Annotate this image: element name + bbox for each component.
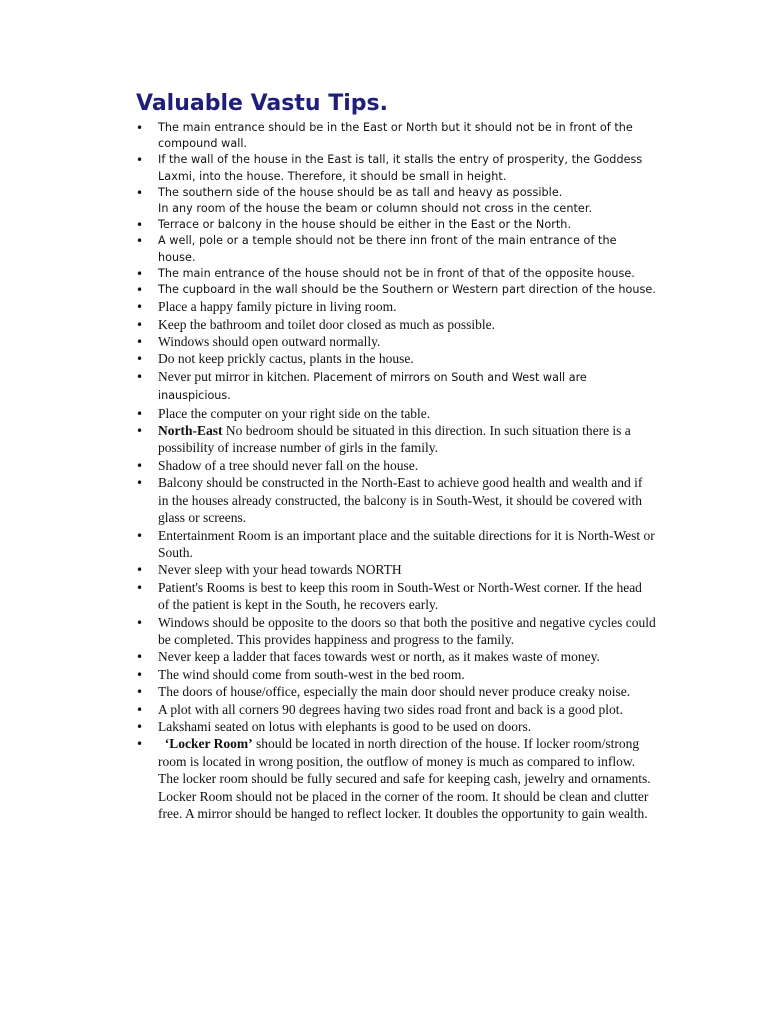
- list-item: [136, 233, 656, 265]
- list-item: [136, 614, 656, 649]
- tip-text: Never sleep with your head towards NORTH: [158, 562, 402, 578]
- tip-text: should be located in north direction of the house. If locker room/strong room is located in wrong position, the outflow of money is much as compared to inflow. The locker room should be fully secured and safe for keeping cash, jewelry and ornaments. Locker Room should not be placed in the corner of the room. It should be clean and clutter free. A mirror should be hanged to reflect locker. It doubles the opportunity to gain wealth.: [158, 736, 651, 822]
- document-page: [136, 90, 656, 822]
- tip-text: Never put mirror in kitchen.: [158, 368, 310, 384]
- list-item: [136, 266, 656, 282]
- tip-text: Balcony should be constructed in the North-East to achieve good health and wealth and if in the houses already constructed, the balcony is in South-West, it should be covered with glass or screens.: [158, 475, 643, 526]
- tip-text: No bedroom should be situated in this direction. In such situation there is a possibility of increase number of girls in the family.: [158, 423, 631, 456]
- list-item: [136, 298, 656, 315]
- tip-text: The cupboard in the wall should be the Southern or Western part direction of the house.: [158, 283, 656, 297]
- list-item: [136, 185, 656, 217]
- list-item: [136, 701, 656, 718]
- tip-text: Lakshami seated on lotus with elephants is good to be used on doors.: [158, 718, 532, 734]
- list-item: [136, 405, 656, 422]
- list-item: [136, 457, 656, 474]
- tip-text: The wind should come from south-west in the bed room.: [158, 666, 465, 682]
- tip-text: Place a happy family picture in living room.: [158, 299, 397, 315]
- tip-text: Keep the bathroom and toilet door closed as much as possible.: [158, 316, 496, 332]
- tip-text: Terrace or balcony in the house should be either in the East or the North.: [158, 218, 572, 232]
- list-item: [136, 648, 656, 665]
- tip-text: Windows should be opposite to the doors so that both the positive and negative cycles could be completed. This provides happiness and progress to the family.: [158, 614, 656, 647]
- tip-text: If the wall of the house in the East is tall, it stalls the entry of prosperity, the Goddess Laxmi, into the house. Therefore, it should be small in height.: [158, 153, 643, 183]
- list-item: [136, 561, 656, 578]
- list-item: [136, 666, 656, 683]
- tip-text: The doors of house/office, especially the main door should never produce creaky noise.: [158, 684, 631, 700]
- tip-text: Never keep a ladder that faces towards west or north, as it makes waste of money.: [158, 649, 600, 665]
- list-item: [136, 333, 656, 350]
- list-item: [136, 527, 656, 562]
- list-item: [136, 718, 656, 735]
- tip-text: Entertainment Room is an important place and the suitable directions for it is North-West or South.: [158, 527, 655, 560]
- tip-heading: North-East: [158, 423, 223, 439]
- tip-text: Do not keep prickly cactus, plants in the house.: [158, 351, 414, 367]
- list-item: [136, 282, 656, 298]
- list-item: [136, 152, 656, 184]
- list-item: [136, 579, 656, 614]
- list-item: [136, 735, 656, 822]
- tip-text: A well, pole or a temple should not be there inn front of the main entrance of the house.: [158, 234, 617, 264]
- list-item: [136, 120, 656, 152]
- tip-text: A plot with all corners 90 degrees having two sides road front and back is a good plot.: [158, 701, 623, 717]
- tip-text: The southern side of the house should be as tall and heavy as possible.: [158, 185, 563, 199]
- tip-text: Shadow of a tree should never fall on the house.: [158, 457, 419, 473]
- page-title: Valuable Vastu Tips.: [136, 91, 388, 116]
- list-item: [136, 683, 656, 700]
- tip-text: Place the computer on your right side on the table.: [158, 405, 431, 421]
- list-item: [136, 474, 656, 526]
- list-item: [136, 350, 656, 367]
- tip-text: The main entrance of the house should not be in front of that of the opposite house.: [158, 266, 635, 280]
- list-item: [136, 422, 656, 457]
- tip-text: Patient's Rooms is best to keep this room in South-West or North-West corner. If the head of the patient is kept in the South, he recovers early.: [158, 579, 642, 613]
- tip-text: Placement of mirrors on South and West wall are inauspicious.: [158, 370, 587, 403]
- tip-heading: ‘Locker Room’: [164, 736, 253, 752]
- tip-text: In any room of the house the beam or column should not cross in the center.: [158, 202, 593, 216]
- list-item: [136, 217, 656, 233]
- tip-text: Windows should open outward normally.: [158, 334, 381, 350]
- tip-text: The main entrance should be in the East or North but it should not be in front of the compound wall.: [158, 121, 633, 151]
- list-item: [136, 368, 656, 405]
- tips-list: [136, 120, 656, 822]
- list-item: [136, 316, 656, 333]
